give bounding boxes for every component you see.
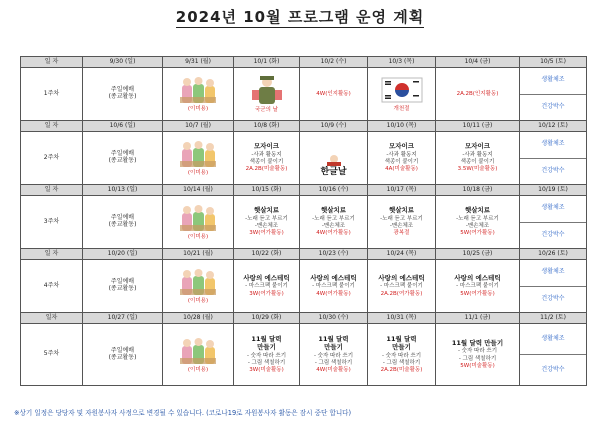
saturday-cell [520, 324, 587, 386]
date-cell: 10/19 (토) [520, 185, 587, 196]
activity-detail: - 마스크팩 붙이기 [245, 283, 288, 290]
date-cell: 10/22 (화) [234, 249, 300, 260]
activity-detail: -맨손체조 [254, 223, 279, 230]
monday-activity: (이미용) [187, 298, 209, 305]
activity-title-2: 만들기 [324, 343, 343, 352]
activity-title: 11월 달력 [251, 334, 282, 343]
activity-title: 한글날 [320, 166, 347, 177]
date-cell: 11/2 (토) [520, 313, 587, 324]
date-cell: 10/29 (화) [234, 313, 300, 324]
activity-detail: - 숫자 따라 쓰기 [313, 352, 354, 359]
activity-title: 모자이크 [388, 142, 415, 151]
activity-group: 3.5W(미술활동) [457, 166, 498, 173]
date-cell: 10/31 (목) [368, 313, 436, 324]
monday-cell [163, 196, 234, 249]
elders-illustration [178, 203, 218, 233]
header-label: 일자 [21, 313, 83, 324]
activity-detail: -사과 활동지 [251, 151, 282, 158]
activity-detail: - 그림 색칠하기 [382, 359, 421, 366]
activity-detail: -맨손체조 [321, 223, 346, 230]
date-cell: 10/23 (수) [300, 249, 368, 260]
activity-detail: - 마스크팩 붙이기 [312, 283, 355, 290]
sunday-service: 주일예배 [110, 278, 135, 286]
activity-detail: -노래 듣고 부르기 [245, 215, 288, 222]
week-row [21, 260, 587, 313]
date-cell: 10/24 (목) [368, 249, 436, 260]
activity-cell [368, 324, 436, 386]
activity-title: 사랑의 에스테틱 [310, 273, 357, 282]
date-cell: 10/9 (수) [300, 121, 368, 132]
date-cell: 10/1 (화) [234, 57, 300, 68]
sunday-cell [83, 324, 163, 386]
sunday-activity: (종교활동) [108, 93, 137, 100]
activity-cell [300, 68, 368, 121]
week-label: 4주차 [21, 260, 83, 313]
date-cell: 10/30 (수) [300, 313, 368, 324]
activity-cell [300, 324, 368, 386]
monday-cell [163, 132, 234, 185]
saturday-cell [520, 260, 587, 313]
date-cell: 10/6 (일) [83, 121, 163, 132]
date-header-row [21, 185, 587, 196]
activity-detail: - 숫자 따라 쓰기 [457, 348, 498, 355]
activity-cell [300, 196, 368, 249]
activity-group: 3W(여가활동) [249, 290, 284, 297]
week-label: 2주차 [21, 132, 83, 185]
week-row [21, 132, 587, 185]
activity-detail: -맨손체조 [465, 223, 490, 230]
date-cell: 10/2 (수) [300, 57, 368, 68]
sunday-service: 주일예배 [110, 150, 135, 158]
activity-title: 11월 달력 [386, 334, 417, 343]
activity-group: 3W(미술활동) [249, 367, 284, 374]
activity-cell [436, 324, 520, 386]
activity-cell [436, 132, 520, 185]
week-label: 1주차 [21, 68, 83, 121]
monday-cell [163, 324, 234, 386]
footnote: ※상기 일정은 당당자 및 자원봉사자 사정으로 변경될 수 있습니다. (코로나19로 자원봉사자 활동은 잠시 중단 합니다) [14, 409, 352, 417]
sunday-activity: (종교활동) [108, 353, 137, 361]
activity-detail: -사과 활동지 [462, 151, 493, 158]
date-cell: 10/4 (금) [436, 57, 520, 68]
activity-detail: - 그림 색칠하기 [314, 359, 353, 366]
saturday-morning: 생활체조 [520, 196, 586, 223]
activity-title: 사랑의 에스테틱 [454, 273, 501, 282]
activity-cell [436, 68, 520, 121]
date-cell: 10/28 (월) [163, 313, 234, 324]
date-cell: 10/12 (토) [520, 121, 587, 132]
header-label: 일 자 [21, 121, 83, 132]
activity-title-2: 만들기 [392, 343, 411, 352]
date-cell: 10/11 (금) [436, 121, 520, 132]
sunday-cell [83, 196, 163, 249]
activity-title: 햇살치료 [253, 206, 280, 215]
activity-cell [300, 132, 368, 185]
date-cell: 10/21 (월) [163, 249, 234, 260]
date-header-row [21, 121, 587, 132]
activity-cell [436, 196, 520, 249]
activity-group: 4W(여가활동) [316, 230, 351, 237]
saturday-afternoon: 건강박수 [541, 102, 565, 110]
sunday-service: 주일예배 [110, 86, 135, 94]
activity-detail: -맨손체조 [389, 223, 414, 230]
activity-group: 5W(미술활동) [460, 362, 495, 369]
activity-detail: - 그림 색칠하기 [458, 355, 497, 362]
saturday-morning: 생활체조 [520, 260, 586, 287]
date-cell: 10/13 (일) [83, 185, 163, 196]
date-cell: 10/7 (월) [163, 121, 234, 132]
date-cell: 10/14 (월) [163, 185, 234, 196]
activity-group: 국군의 날 [254, 106, 278, 113]
activity-group: 5W(여가활동) [460, 230, 495, 237]
activity-cell [368, 68, 436, 121]
date-cell: 10/26 (토) [520, 249, 587, 260]
date-cell: 10/17 (목) [368, 185, 436, 196]
monday-activity: (이미용) [187, 106, 209, 113]
sunday-service: 주일예배 [110, 346, 135, 354]
monday-activity: (이미용) [187, 366, 209, 373]
activity-cell [368, 132, 436, 185]
activity-cell [234, 132, 300, 185]
activity-cell [368, 260, 436, 313]
date-cell: 10/8 (화) [234, 121, 300, 132]
sunday-activity: (종교활동) [108, 285, 137, 292]
activity-cell [234, 260, 300, 313]
elders-illustration [178, 336, 218, 366]
activity-title: 햇살치료 [388, 206, 415, 215]
activity-group: 4W(여가활동) [316, 290, 351, 297]
sunday-cell [83, 68, 163, 121]
elders-illustration [178, 267, 218, 297]
week-label: 5주차 [21, 324, 83, 386]
date-header-row [21, 57, 587, 68]
activity-cell [368, 196, 436, 249]
saturday-afternoon: 건강박수 [541, 294, 565, 302]
saturday-afternoon: 건강박수 [541, 365, 565, 373]
activity-cell [234, 196, 300, 249]
activity-group: 2A.2B(인지활동) [456, 90, 499, 97]
sunday-activity: (종교활동) [108, 221, 137, 228]
saturday-morning: 생활체조 [520, 68, 586, 95]
date-header-row [21, 313, 587, 324]
activity-title: 모자이크 [464, 142, 491, 151]
activity-title-2: 만들기 [257, 343, 276, 352]
hangul-day-illustration [314, 138, 354, 166]
elders-illustration [178, 139, 218, 169]
week-label: 3주차 [21, 196, 83, 249]
activity-detail: -노래 듣고 부르기 [456, 215, 499, 222]
activity-detail: -사과 활동지 [386, 151, 417, 158]
date-cell: 10/25 (금) [436, 249, 520, 260]
date-cell: 10/20 (일) [83, 249, 163, 260]
date-cell: 11/1 (금) [436, 313, 520, 324]
week-row [21, 324, 587, 386]
activity-cell [234, 68, 300, 121]
date-cell: 10/10 (목) [368, 121, 436, 132]
activity-title: 햇살치료 [464, 206, 491, 215]
date-cell: 10/27 (일) [83, 313, 163, 324]
activity-title: 11월 달력 만들기 [451, 338, 504, 347]
activity-title: 사랑의 에스테틱 [243, 273, 290, 282]
activity-title: 모자이크 [253, 142, 280, 151]
activity-detail: -노래 듣고 부르기 [380, 215, 423, 222]
monday-cell [163, 68, 234, 121]
activity-group: 개천절 [393, 105, 410, 112]
activity-group: 2A.2B(미술활동) [380, 367, 423, 374]
activity-detail: -노래 듣고 부르기 [312, 215, 355, 222]
sunday-service: 주일예배 [110, 214, 135, 222]
week-row [21, 196, 587, 249]
activity-detail: - 마스크팩 붙이기 [456, 283, 499, 290]
saturday-cell [520, 196, 587, 249]
saturday-cell [520, 68, 587, 121]
activity-detail: - 숫자 따라 쓰기 [381, 352, 422, 359]
activity-cell [234, 324, 300, 386]
activity-detail: - 마스크팩 붙이기 [380, 283, 423, 290]
schedule-table [20, 56, 587, 386]
sunday-activity: (종교활동) [108, 157, 137, 164]
activity-group: 광복절 [393, 230, 410, 237]
activity-detail: - 그림 색칠하기 [247, 359, 286, 366]
activity-group: 2A.2B(미술활동) [245, 166, 288, 173]
taegukgi-illustration [380, 75, 424, 105]
saturday-cell [520, 132, 587, 185]
saturday-afternoon: 건강박수 [541, 166, 565, 174]
page-title: 2024년 10월 프로그램 운영 계획 [175, 8, 425, 26]
date-cell: 10/16 (수) [300, 185, 368, 196]
monday-cell [163, 260, 234, 313]
elders-illustration [178, 75, 218, 105]
monday-activity: (이미용) [187, 234, 209, 241]
activity-cell [436, 260, 520, 313]
saturday-morning: 생활체조 [520, 132, 586, 159]
date-cell: 10/15 (화) [234, 185, 300, 196]
activity-group: 4W(미술활동) [316, 367, 351, 374]
activity-detail: 색종이 붙이기 [249, 159, 284, 166]
activity-title: 햇살치료 [320, 206, 347, 215]
activity-title: 11월 달력 [318, 334, 349, 343]
header-label: 일 자 [21, 185, 83, 196]
saturday-afternoon: 건강박수 [541, 230, 565, 238]
header-label: 일 자 [21, 249, 83, 260]
sunday-cell [83, 132, 163, 185]
date-header-row [21, 249, 587, 260]
activity-detail: - 숫자 따라 쓰기 [246, 352, 287, 359]
activity-group: 2A.2B(여가활동) [380, 290, 423, 297]
activity-group: 3W(여가활동) [249, 230, 284, 237]
activity-cell [300, 260, 368, 313]
date-cell: 10/5 (토) [520, 57, 587, 68]
activity-detail: 색종이 붙이기 [460, 159, 495, 166]
header-label: 일 자 [21, 57, 83, 68]
activity-title: 사랑의 에스테틱 [378, 273, 425, 282]
date-cell: 10/18 (금) [436, 185, 520, 196]
activity-group: 4A(미술활동) [385, 166, 418, 173]
saturday-morning: 생활체조 [520, 324, 586, 355]
monday-activity: (이미용) [187, 170, 209, 177]
date-cell: 9/31 (월) [163, 57, 234, 68]
activity-group: 4W(인지활동) [316, 90, 351, 97]
date-cell: 10/3 (목) [368, 57, 436, 68]
sunday-cell [83, 260, 163, 313]
activity-detail: 색종이 붙이기 [384, 159, 419, 166]
soldier-illustration [248, 74, 286, 106]
week-row [21, 68, 587, 121]
date-cell: 9/30 (일) [83, 57, 163, 68]
activity-group: 5W(여가활동) [460, 290, 495, 297]
